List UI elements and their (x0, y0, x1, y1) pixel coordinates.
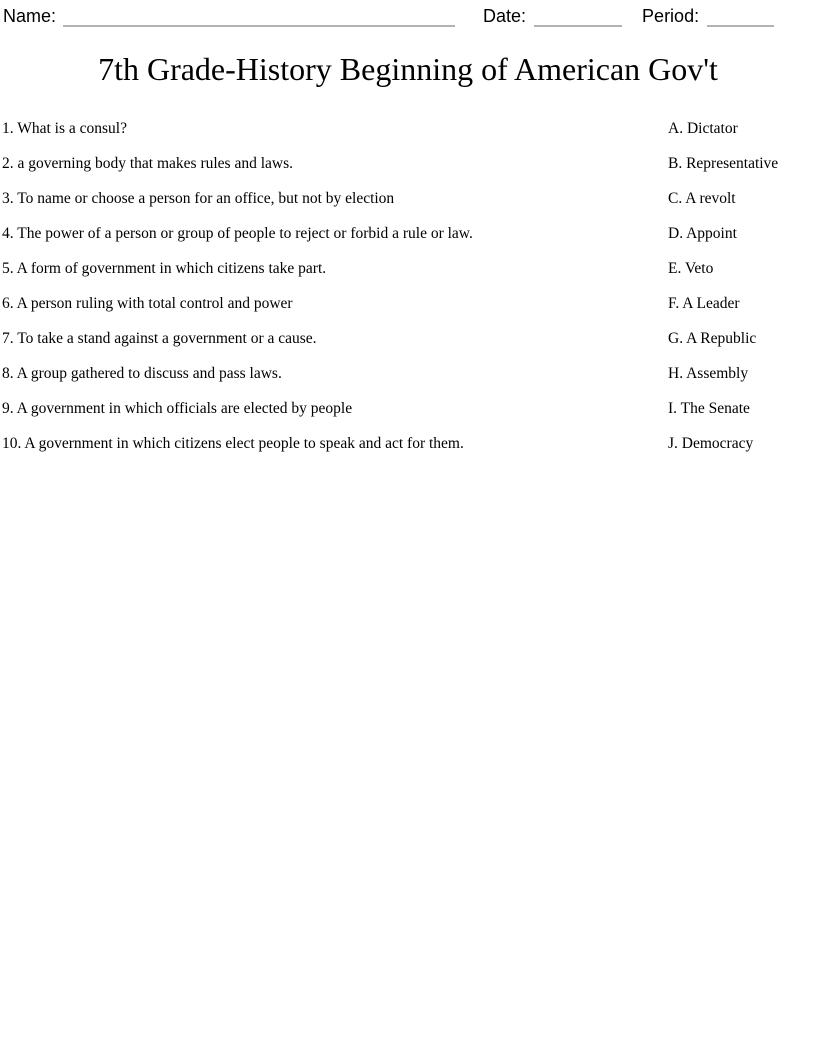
matching-row (0, 329, 816, 364)
matching-row (0, 294, 816, 329)
name-blank-line (63, 10, 455, 27)
answer-item: E. Veto (668, 260, 714, 277)
answer-item: D. Appoint (668, 225, 737, 242)
matching-section (0, 119, 816, 469)
matching-row (0, 189, 816, 224)
page-title: 7th Grade-History Beginning of American Gov't (98, 51, 718, 87)
date-label: Date: (483, 6, 527, 26)
answer-item: B. Representative (668, 155, 779, 172)
answer-item: J. Democracy (668, 435, 754, 452)
period-label: Period: (642, 6, 700, 26)
question-item: 3. To name or choose a person for an office, but not by election (2, 190, 395, 207)
matching-row (0, 434, 816, 469)
question-item: 6. A person ruling with total control and power (2, 295, 293, 312)
question-item: 1. What is a consul? (2, 120, 127, 137)
matching-row (0, 259, 816, 294)
period-blank-line (707, 10, 774, 27)
answer-item: H. Assembly (668, 365, 749, 382)
matching-row (0, 399, 816, 434)
question-item: 4. The power of a person or group of people to reject or forbid a rule or law. (2, 225, 473, 242)
matching-row (0, 224, 816, 259)
question-item: 5. A form of government in which citizens take part. (2, 260, 327, 277)
answer-item: F. A Leader (668, 295, 740, 312)
question-item: 9. A government in which officials are elected by people (2, 400, 353, 417)
question-item: 8. A group gathered to discuss and pass laws. (2, 365, 282, 382)
question-item: 2. a governing body that makes rules and laws. (2, 155, 293, 172)
name-label: Name: (3, 6, 57, 26)
answer-item: A. Dictator (668, 120, 738, 137)
worksheet-header (0, 0, 816, 27)
matching-row (0, 364, 816, 399)
question-item: 10. A government in which citizens elect people to speak and act for them. (2, 435, 464, 452)
answer-item: I. The Senate (668, 400, 750, 417)
matching-row (0, 154, 816, 189)
answer-item: G. A Republic (668, 330, 757, 347)
question-item: 7. To take a stand against a government or a cause. (2, 330, 317, 347)
date-blank-line (534, 10, 622, 27)
answer-item: C. A revolt (668, 190, 736, 207)
matching-row (0, 119, 816, 154)
